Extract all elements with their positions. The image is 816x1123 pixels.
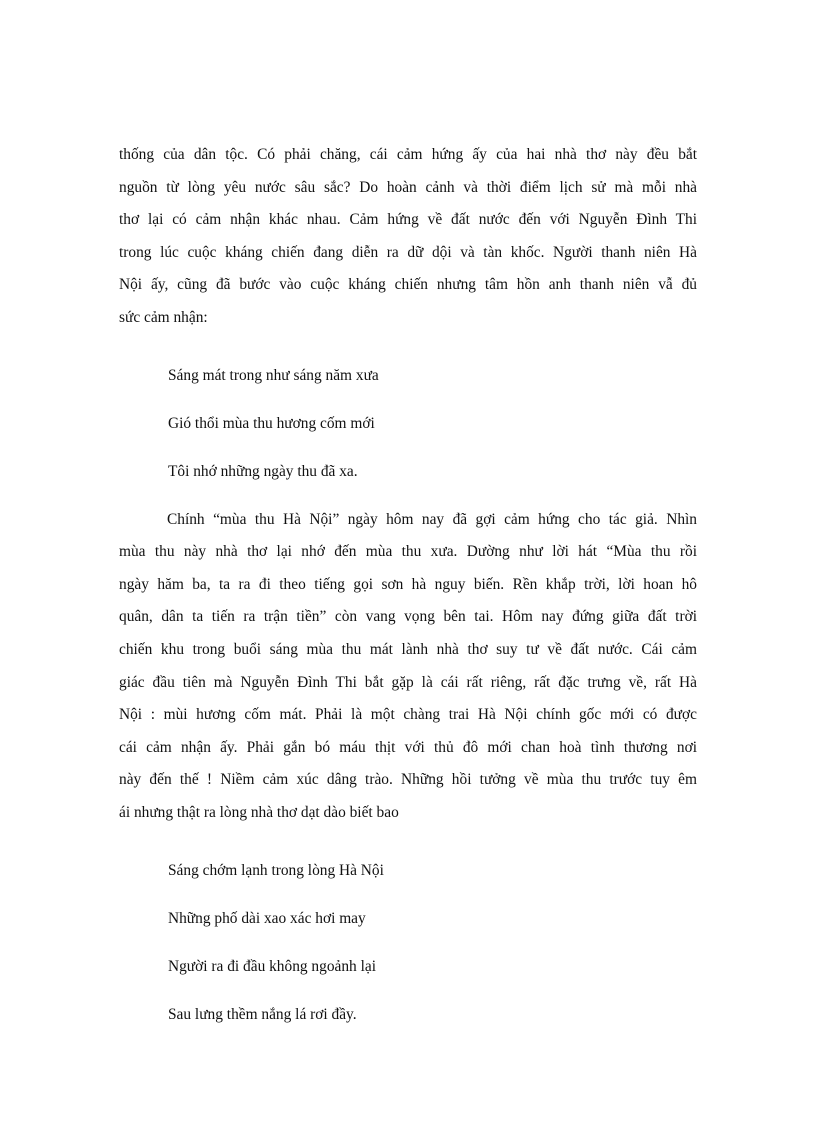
poem-line: Sau lưng thềm nắng lá rơi đầy. [168, 1005, 357, 1023]
paragraph-line: chiến khu trong buổi sáng mùa thu mát lành nhà thơ suy tư về đất nước. Cái cảm [119, 640, 697, 658]
paragraph-line: này đến thế ! Niềm cảm xúc dâng trào. Những hồi tưởng về mùa thu trước tuy êm [119, 771, 697, 789]
paragraph-2 [119, 504, 697, 830]
paragraph-line: thống của dân tộc. Có phải chăng, cái cảm hứng ấy của hai nhà thơ này đều bắt [119, 146, 697, 163]
poem-line: Người ra đi đầu không ngoảnh lại [168, 957, 376, 975]
poem-line: Sáng chớm lạnh trong lòng Hà Nội [168, 861, 384, 879]
paragraph-line: Nội : mùi hương cốm mát. Phải là một chàng trai Hà Nội chính gốc mới có được [119, 706, 697, 724]
paragraph-line: giác đầu tiên mà Nguyễn Đình Thi bắt gặp là cái rất riêng, rất đặc trưng về, rất Hà [119, 673, 697, 691]
poem-line: Gió thổi mùa thu hương cốm mới [168, 414, 375, 432]
paragraph-line: Chính “mùa thu Hà Nội” ngày hôm nay đã gợi cảm hứng cho tác giả. Nhìn [167, 510, 697, 528]
paragraph-line: ái nhưng thật ra lòng nhà thơ dạt dào biết bao [119, 803, 399, 821]
paragraph-line: quân, dân ta tiến ra trận tiền” còn vang vọng bên tai. Hôm nay đứng giữa đất trời [119, 608, 697, 626]
page-content [119, 139, 697, 1028]
paragraph-line: sức cảm nhận: [119, 308, 208, 326]
paragraph-line: trong lúc cuộc kháng chiến đang diễn ra dữ dội và tàn khốc. Người thanh niên Hà [119, 243, 697, 261]
paragraph-line: thơ lại có cảm nhận khác nhau. Cảm hứng về đất nước đến với Nguyễn Đình Thi [119, 211, 697, 229]
paragraph-line: cái cảm nhận ấy. Phải gắn bó máu thịt với thủ đô mới chan hoà tình thương nơi [119, 738, 697, 756]
poem-line: Sáng mát trong như sáng năm xưa [168, 366, 379, 384]
paragraph-line: nguồn từ lòng yêu nước sâu sắc? Do hoàn cảnh và thời điểm lịch sử mà mỗi nhà [119, 178, 697, 196]
poem-line: Những phố dài xao xác hơi may [168, 909, 366, 927]
paragraph-line: Nội ấy, cũng đã bước vào cuộc kháng chiến nhưng tâm hồn anh thanh niên vẫ đủ [119, 276, 697, 294]
paragraph-line: ngày hăm ba, ta ra đi theo tiếng gọi sơn hà nguy biến. Rền khắp trời, lời hoan hô [119, 575, 697, 593]
paragraph-1 [119, 139, 697, 335]
poem-line: Tôi nhớ những ngày thu đã xa. [168, 462, 358, 480]
paragraph-line: mùa thu này nhà thơ lại nhớ đến mùa thu xưa. Dường như lời hát “Mùa thu rồi [119, 543, 697, 561]
